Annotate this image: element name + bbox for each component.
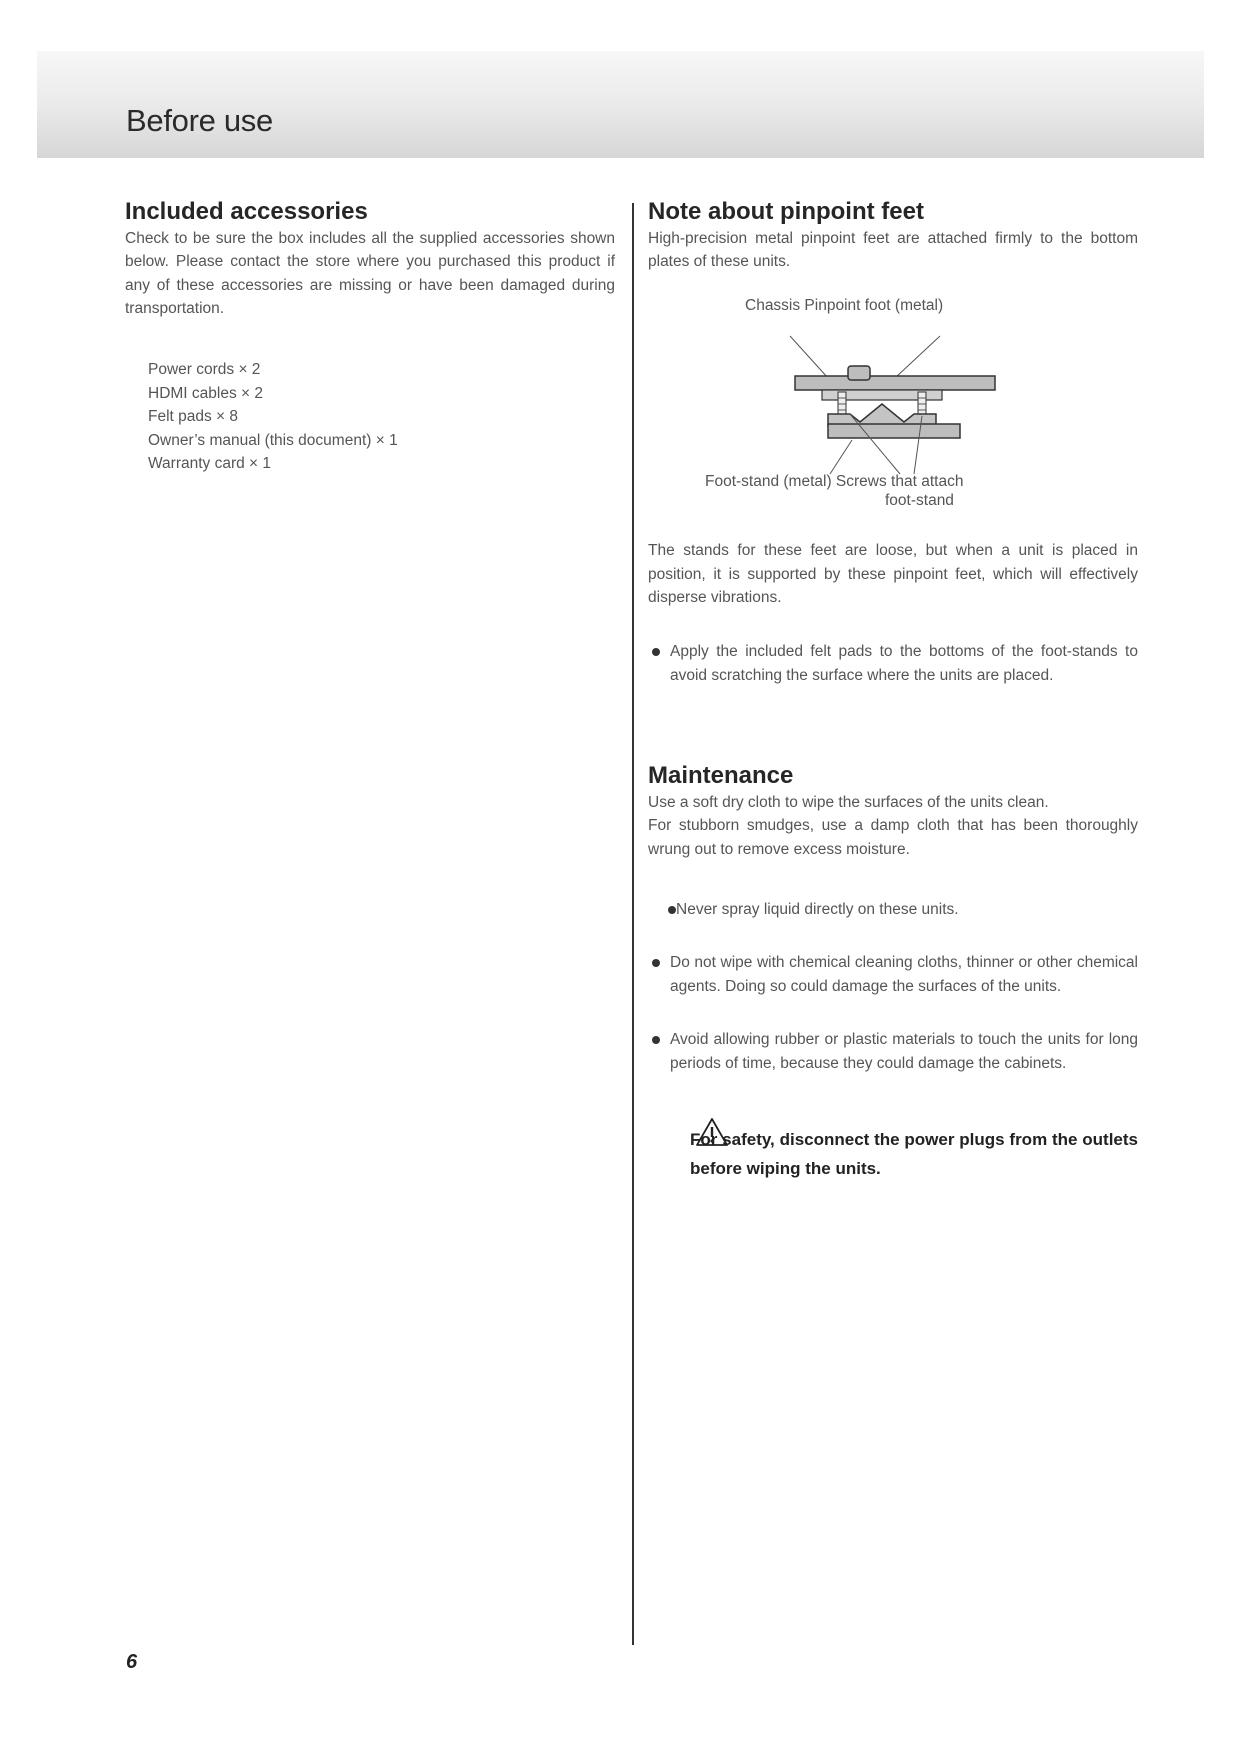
bullet-text: Do not wipe with chemical cleaning cloths, thinner or other chemical agents. Doing so could damage the surfaces of the units. [670,954,1138,995]
bullet-text: Apply the included felt pads to the bottoms of the foot-stands to avoid scratching the surface where the units are placed. [670,643,1138,684]
pinpoint-foot-diagram [700,296,1020,516]
maintenance-section [648,762,1138,861]
maintenance-bullet-3 [648,1028,1138,1075]
bullet-text: Never spray liquid directly on these units. [676,901,959,918]
pinpoint-intro: High-precision metal pinpoint feet are attached firmly to the bottom plates of these units. [648,229,1138,271]
accessories-section [125,198,615,321]
diagram-label-bottom-2: foot-stand [885,492,954,509]
list-item: HDMI cables × 2 [148,384,264,402]
bullet-icon [668,906,676,914]
bullet-icon [652,1036,660,1044]
pinpoint-section [648,198,1138,274]
diagram-label-bottom: Foot-stand (metal) Screws that attach [705,473,964,490]
maintenance-bullet-2 [648,951,1138,998]
maintenance-bullet-1 [648,898,1138,922]
diagram-label-top: Chassis Pinpoint foot (metal) [745,297,944,314]
bullet-text: Avoid allowing rubber or plastic materials to touch the units for long periods of time, because they could damage the cabinets. [670,1031,1138,1072]
accessories-intro: Check to be sure the box includes all the supplied accessories shown below. Please contact the store where you purchased this product if any of these accessories are missing or have been damaged during transportation. [125,229,615,318]
accessories-heading: Included accessories [125,198,368,225]
list-item: Warranty card × 1 [148,455,272,472]
pinpoint-heading: Note about pinpoint feet [648,198,924,225]
bullet-icon [652,959,660,967]
maintenance-line1: Use a soft dry cloth to wipe the surfaces of the units clean. [648,793,1049,811]
maintenance-heading: Maintenance [648,762,794,789]
page-number: 6 [126,1651,138,1673]
pinpoint-body: The stands for these feet are loose, but when a unit is placed in position, it is supported by these pinpoint feet, which will effectively disperse vibrations. [648,542,1138,606]
pinpoint-bullet [648,640,1138,687]
maintenance-line2: For stubborn smudges, use a damp cloth that has been thoroughly wrung out to remove excess moisture. [648,817,1138,858]
pinpoint-body-block [648,539,1138,610]
safety-warning: For safety, disconnect the power plugs from the outlets before wiping the units. [690,1130,1138,1178]
accessory-list [148,358,398,476]
list-item: Owner’s manual (this document) × 1 [148,431,398,449]
list-item: Felt pads × 8 [148,408,239,425]
list-item: Power cords × 2 [148,361,261,378]
column-divider [632,203,634,1645]
bullet-icon [652,648,660,656]
page-title: Before use [126,103,273,138]
